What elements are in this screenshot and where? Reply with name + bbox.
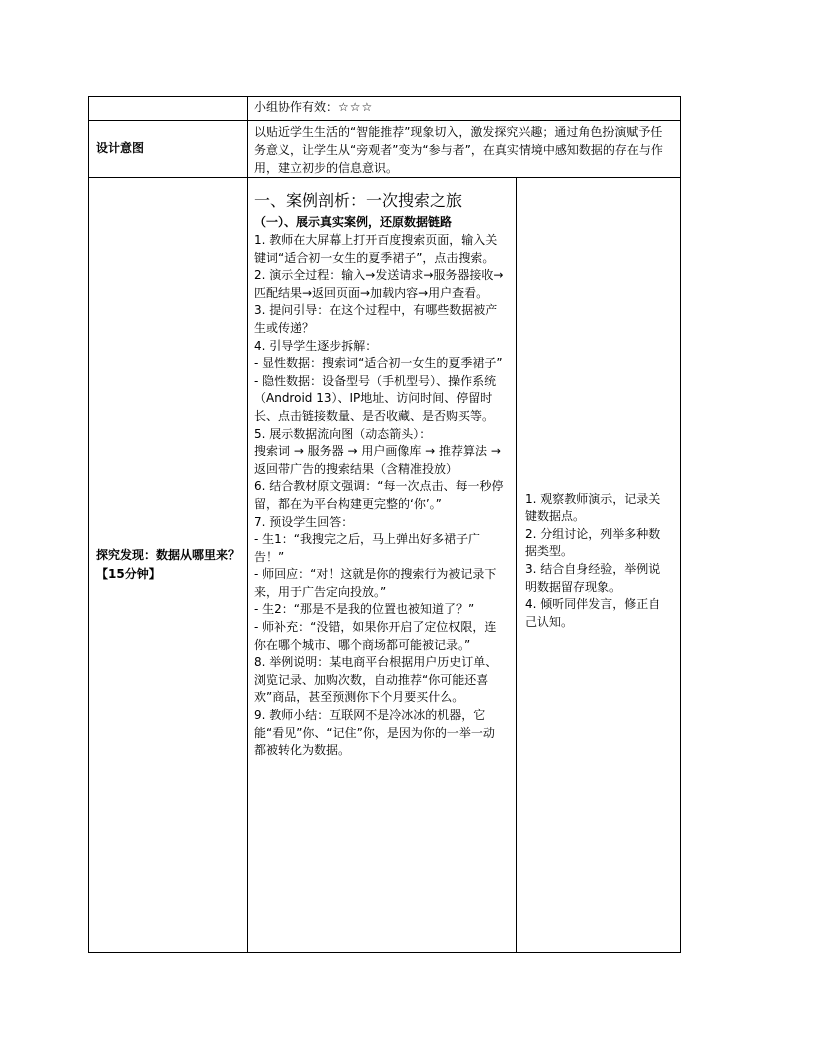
student-activity-item: 3. 结合自身经验，举例说明数据留存现象。 [525, 562, 661, 594]
step-paragraph: 8. 举例说明：某电商平台根据用户历史订单、浏览记录、加购次数，自动推荐“你可能还喜欢”商品，甚至预测你下个月要买什么。 [254, 655, 498, 705]
step-paragraph: 1. 教师在大屏幕上打开百度搜索页面，输入关键词“适合初一女生的夏季裙子”，点击搜索。 [254, 233, 498, 265]
section-subtitle: （一）、展示真实案例，还原数据链路 [254, 215, 453, 229]
student-activity-item: 4. 倾听同伴发言，修正自己认知。 [525, 597, 661, 629]
explore-row [89, 178, 681, 953]
step-paragraph: - 隐性数据：设备型号（手机型号）、操作系统（Android 13）、IP地址、访问时间、停留时长、点击链接数量、是否收藏、是否购买等。 [254, 373, 497, 423]
section-title: 一、案例剖析：一次搜索之旅 [254, 191, 463, 210]
step-paragraph: 6. 结合教材原文强调：“每一次点击、每一秒停留，都在为平台构建更完整的‘你’。” [254, 479, 504, 511]
student-activity-cell [517, 178, 681, 953]
rating-cell [248, 97, 681, 121]
step-paragraph: 2. 演示全过程：输入→发送请求→服务器接收→匹配结果→返回页面→加载内容→用户查看。 [254, 268, 504, 300]
design-intent-label: 设计意图 [89, 121, 248, 178]
step-paragraph: 9. 教师小结：互联网不是冷冰冰的机器，它能“看见”你、“记住”你，是因为你的一举一动都被转化为数据。 [254, 708, 495, 758]
step-paragraph: 4. 引导学生逐步拆解： [254, 338, 378, 353]
explore-label: 探究发现：数据从哪里来？【15分钟】 [89, 178, 248, 953]
step-paragraph: - 显性数据：搜索词“适合初一女生的夏季裙子” [254, 356, 503, 371]
rating-row-empty-cell [89, 97, 248, 121]
design-intent-row [89, 121, 681, 178]
rating-row [89, 97, 681, 121]
step-paragraph: - 生2：“那是不是我的位置也被知道了？” [254, 602, 475, 617]
step-paragraph: - 师补充：“没错，如果你开启了定位权限，连你在哪个城市、哪个商场都可能被记录。” [254, 620, 497, 652]
step-paragraph: 5. 展示数据流向图（动态箭头）： [254, 426, 432, 441]
student-activity-item: 2. 分组讨论，列举多种数据类型。 [525, 526, 661, 559]
step-paragraph: 7. 预设学生回答： [254, 514, 354, 529]
step-paragraph: - 生1：“我搜完之后，马上弹出好多裙子广告！” [254, 532, 480, 564]
lesson-plan-table [88, 96, 681, 953]
step-paragraph: 3. 提问引导：在这个过程中，有哪些数据被产生或传递？ [254, 303, 498, 335]
step-paragraph: 搜索词 → 服务器 → 用户画像库 → 推荐算法 → 返回带广告的搜索结果（含精准投放） [254, 444, 501, 476]
teacher-activity-cell [248, 178, 517, 953]
student-activity-item: 1. 观察教师演示，记录关键数据点。 [525, 491, 661, 524]
rating-label: 小组协作有效： [254, 100, 339, 114]
rating-stars: ☆☆☆ [338, 100, 374, 114]
step-paragraph: - 师回应：“对！这就是你的搜索行为被记录下来，用于广告定向投放。” [254, 567, 497, 599]
design-intent-text: 以贴近学生生活的“智能推荐”现象切入，激发探究兴趣；通过角色扮演赋予任务意义，让学生从“旁观者”变为“参与者”，在真实情境中感知数据的存在与作用，建立初步的信息意识。 [248, 121, 681, 178]
